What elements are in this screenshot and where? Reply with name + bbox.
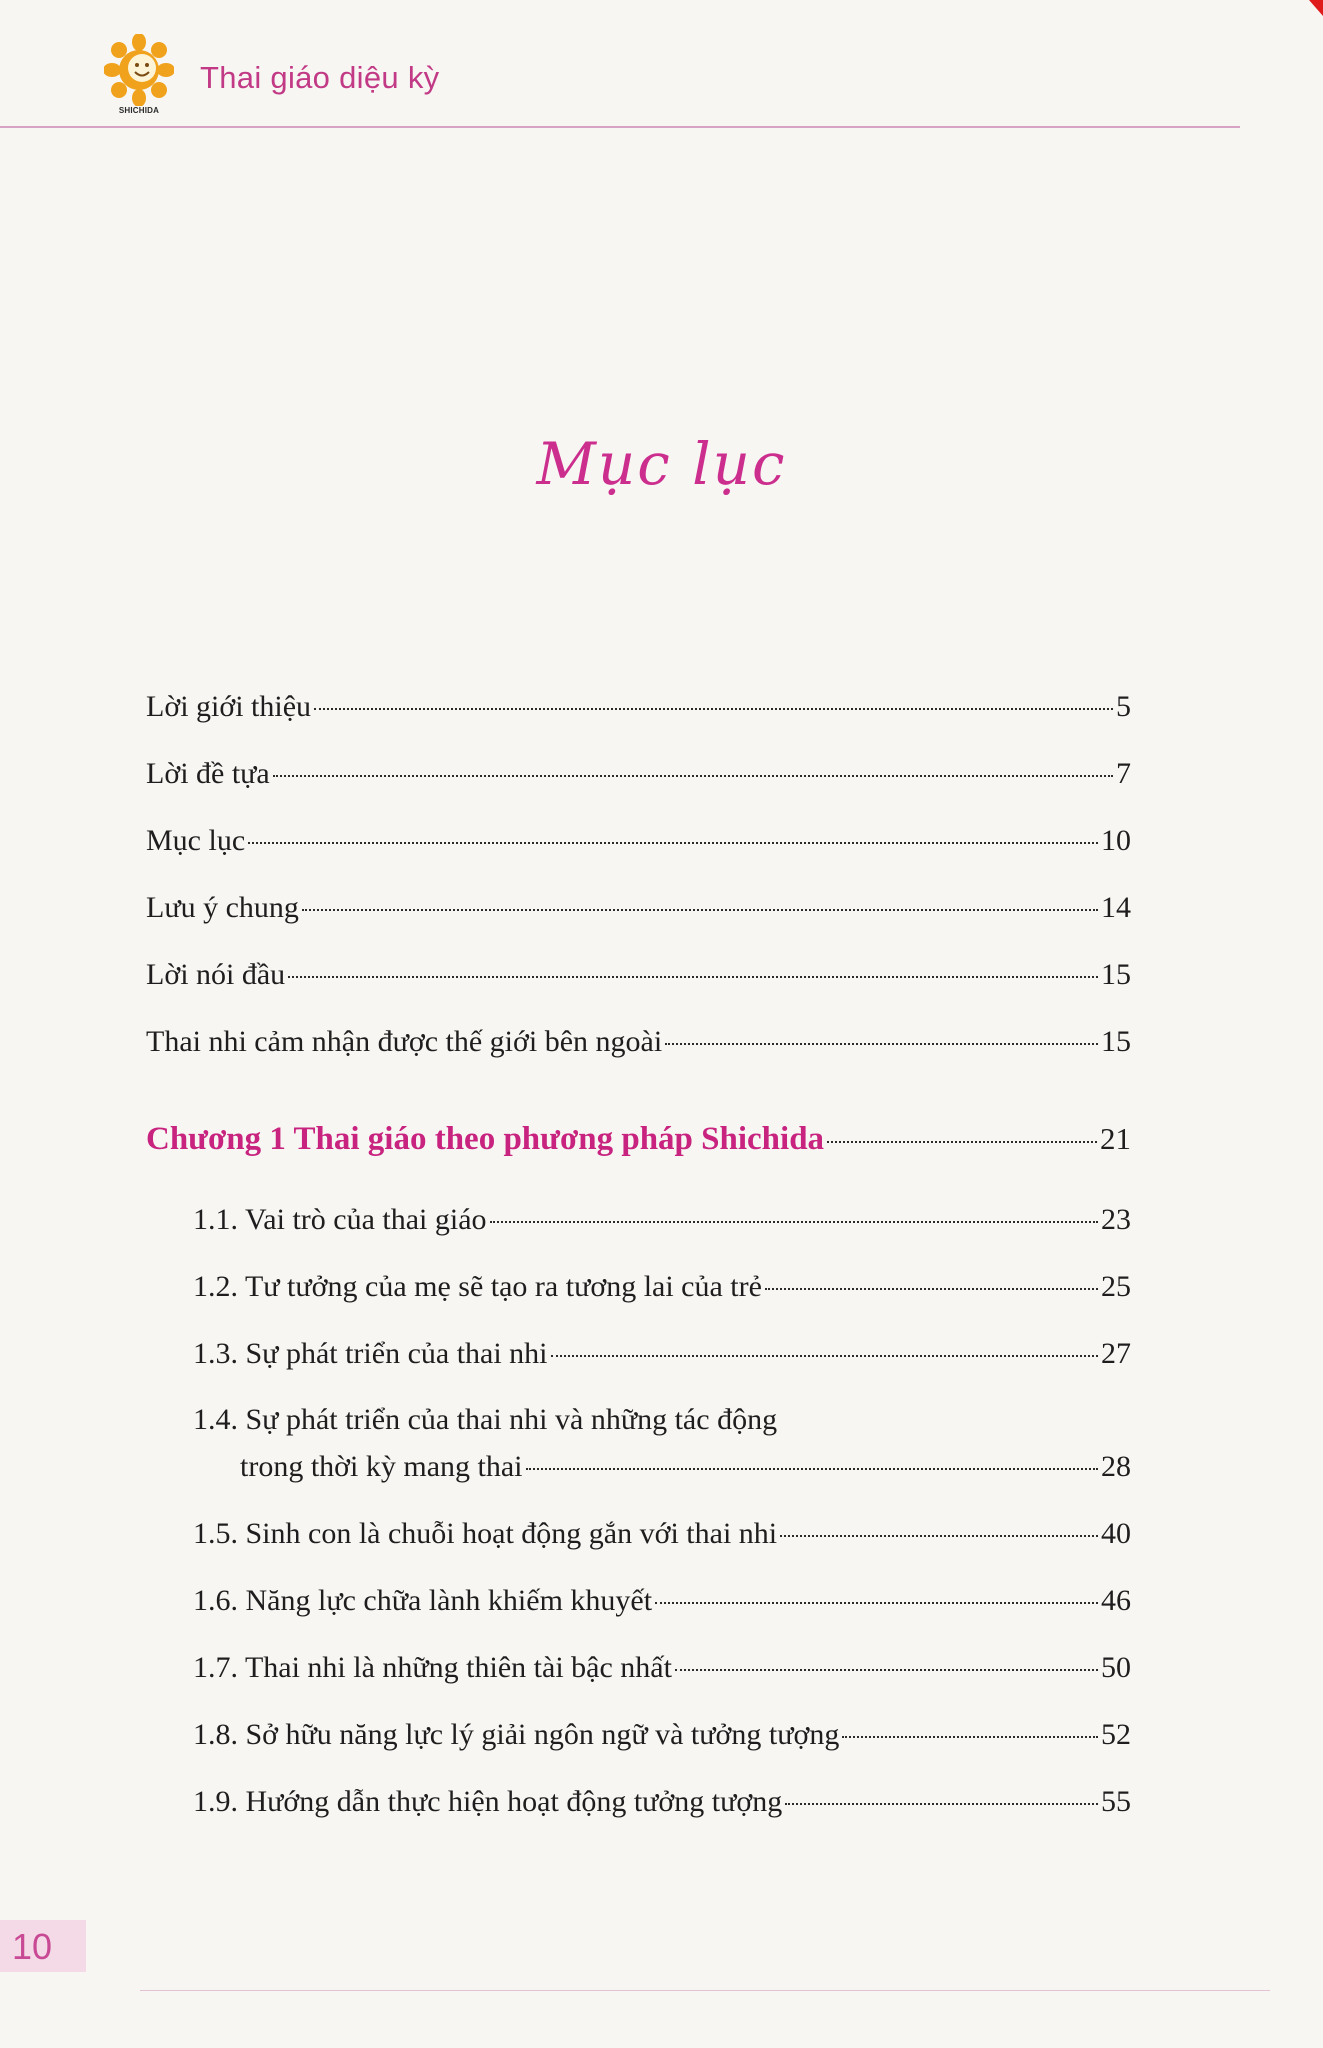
toc-heading: Mục lục: [536, 430, 787, 498]
footer-divider: [140, 1990, 1270, 1991]
toc-entry[interactable]: [146, 688, 1131, 726]
toc-subsection-entry[interactable]: [193, 1515, 1131, 1553]
header-divider: [0, 126, 1240, 128]
toc-entry-page: 25: [1101, 1270, 1131, 1303]
dot-leader: [248, 842, 1098, 844]
toc-entry-label: 1.2. Tư tưởng của mẹ sẽ tạo ra tương lai của trẻ: [193, 1270, 762, 1303]
toc-entry-label[interactable]: 1.4. Sự phát triển của thai nhi và những tác động: [193, 1403, 778, 1436]
dot-leader: [785, 1803, 1098, 1805]
toc-entry-label: 1.5. Sinh con là chuỗi hoạt động gắn với thai nhi: [193, 1517, 778, 1550]
toc-entry-label: 1.3. Sự phát triển của thai nhi: [193, 1337, 548, 1370]
dot-leader: [827, 1141, 1097, 1143]
toc-entry-label: Lưu ý chung: [146, 891, 299, 924]
toc-entry-label: 1.1. Vai trò của thai giáo: [193, 1203, 487, 1236]
logo-wordmark: SHICHIDA: [118, 106, 160, 115]
toc-subsection-entry[interactable]: [193, 1201, 1131, 1239]
toc-entry-page: 40: [1101, 1517, 1131, 1550]
dot-leader: [273, 775, 1113, 777]
dot-leader: [314, 708, 1113, 710]
toc-entry-label: Mục lục: [146, 824, 246, 857]
chapter-title: Chương 1 Thai giáo theo phương pháp Shichida: [146, 1121, 825, 1157]
toc-entry-page: 50: [1101, 1651, 1131, 1684]
toc-subsection-entry[interactable]: [193, 1582, 1131, 1620]
sun-logo-icon: [104, 34, 174, 106]
dot-leader: [490, 1221, 1098, 1223]
page-number: 10: [12, 1926, 53, 1967]
toc-entry-label-continuation: trong thời kỳ mang thai: [240, 1450, 523, 1483]
shichida-logo: [104, 34, 174, 120]
book-title: Thai giáo diệu kỳ: [200, 60, 440, 95]
dot-leader: [842, 1736, 1098, 1738]
toc-entry-page: 21: [1100, 1121, 1131, 1156]
toc-entry[interactable]: [146, 755, 1131, 793]
toc-entry-page: 14: [1101, 891, 1131, 924]
toc-entry[interactable]: [146, 956, 1131, 994]
toc-entry-page: 52: [1101, 1718, 1131, 1751]
toc-entry-label: 1.7. Thai nhi là những thiên tài bậc nhất: [193, 1651, 672, 1684]
toc-subsection-entry[interactable]: [193, 1716, 1131, 1754]
toc-subsection-entry[interactable]: [193, 1649, 1131, 1687]
toc-entry-label: Lời giới thiệu: [146, 690, 312, 723]
dot-leader: [302, 909, 1098, 911]
toc-entry-page: 5: [1116, 690, 1131, 723]
toc-entry-label: Thai nhi cảm nhận được thế giới bên ngoài: [146, 1025, 663, 1058]
toc-entry-page: 7: [1116, 757, 1131, 790]
dot-leader: [655, 1602, 1098, 1604]
toc-entry-label: 1.9. Hướng dẫn thực hiện hoạt động tưởng tượng: [193, 1785, 783, 1818]
toc-entry-page: 27: [1101, 1337, 1131, 1370]
toc-entry-label: 1.6. Năng lực chữa lành khiếm khuyết: [193, 1584, 653, 1617]
toc-entry-label: Lời nói đầu: [146, 958, 286, 991]
dot-leader: [780, 1535, 1098, 1537]
dot-leader: [551, 1355, 1098, 1357]
toc-entry[interactable]: [146, 822, 1131, 860]
toc-entry-page: 10: [1101, 824, 1131, 857]
toc-subsection-entry[interactable]: [193, 1783, 1131, 1821]
toc-entry[interactable]: [146, 889, 1131, 927]
dot-leader: [526, 1468, 1099, 1470]
toc-chapter-entry[interactable]: [146, 1120, 1131, 1158]
toc-entry-page: 15: [1101, 958, 1131, 991]
toc-subsection-entry[interactable]: [193, 1268, 1131, 1306]
toc-entry-page: 55: [1101, 1785, 1131, 1818]
page-header: [0, 0, 1323, 135]
toc-subsection-entry[interactable]: [193, 1335, 1131, 1373]
toc-entry-page: 23: [1101, 1203, 1131, 1236]
toc-subsection-entry[interactable]: [240, 1448, 1131, 1486]
dot-leader: [288, 976, 1098, 978]
toc-entry-label: Lời đề tựa: [146, 757, 270, 790]
toc-entry-page: 46: [1101, 1584, 1131, 1617]
dot-leader: [675, 1669, 1098, 1671]
dot-leader: [765, 1288, 1098, 1290]
toc-entry-page: 28: [1101, 1450, 1131, 1483]
toc-entry[interactable]: [146, 1023, 1131, 1061]
dot-leader: [665, 1043, 1098, 1045]
toc-entry-label: 1.8. Sở hữu năng lực lý giải ngôn ngữ và tưởng tượng: [193, 1718, 840, 1751]
toc-entry-page: 15: [1101, 1025, 1131, 1058]
